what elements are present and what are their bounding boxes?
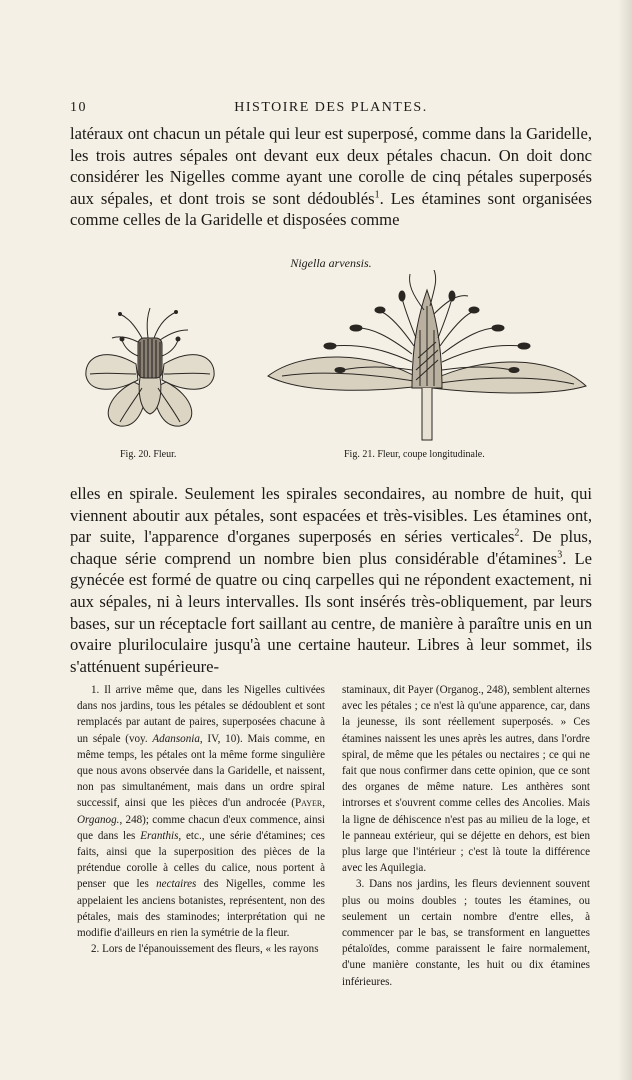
- figure-title: Nigella arvensis.: [290, 256, 372, 270]
- footnote-ref-2[interactable]: 2: [514, 527, 520, 539]
- footnote-ref-3[interactable]: 3: [557, 549, 563, 561]
- footnote-1-payer: Payer: [295, 797, 323, 810]
- footnote-1-nectaires: nectaires: [156, 878, 197, 891]
- footnote-1-text: , 248); comme chacun d'eux commence, ainsi que dans les: [77, 813, 325, 842]
- footnote-ref-1[interactable]: 1: [374, 189, 380, 201]
- footnote-2-tail: staminaux, dit Payer (Organog., 248), semblent alternes avec les pétales ; ce n'est là qu'une apparence, car, dans la jeunesse, ils sont réellement superposés. » Ces étamines naissent les unes après les autres, dans l'ordre spiral, de même que les pétales ou nectaires ; ce qui ne fait que nous confirmer dans cette opinion, que ce sont des organes de même nature. Les anthères sont introrses et s'ouvrent comme celles des Ancolies. Mais la ligne de déhiscence n'est pas au milieu de la loge, et le panneau extérieur, qui se déjette en dehors, est bien plus large que l'intérieur ; c'est là toute la différence avec les Aquilegia.: [342, 684, 590, 875]
- paragraph-1-text-after: . Les étamines sont organisées comme celles de la Garidelle et disposées comme: [70, 188, 592, 230]
- fig20-flower-icon: [76, 306, 224, 434]
- footnote-1-adansonia: Adansonia: [152, 732, 200, 745]
- paragraph-2-part1: elles en spirale. Seulement les spirales secondaires, au nombre de huit, qui viennent aboutir aux pétales, sont espacées et très-visibles. Les étamines ont, par suite, l'apparence d'organes superposés en séries verticales: [70, 484, 592, 547]
- paragraph-2-part3: . Le gynécée est formé de quatre ou cinq carpelles qui ne répondent exactement, ni aux sépales, ni à leurs intervalles. Ils sont insérés très-obliquement, par leurs bases, sur un réceptacle fort saillant au centre, de manière à paraître unis en un ovaire pluriloculaire jusqu'à une certaine hauteur. Libres à leur sommet, ils s'atténuent supérieure-: [70, 548, 592, 676]
- footnote-2-head: 2. Lors de l'épanouissement des fleurs, « les rayons: [91, 943, 319, 956]
- footnote-1-text: , etc., une série d'étamines; ces faits, ainsi que la superposition des pièces de la prétendue corolle à celles du calice, nous portent à penser que les: [77, 829, 325, 891]
- page-edge-shadow: [618, 0, 632, 1080]
- page-number: 10: [70, 100, 87, 115]
- footnote-1-text: des Nigelles, comme les appelaient les anciens botanistes, représentent, non des pétales, mais des staminodes; interprétation qui ne modifie d'ailleurs en rien la symétrie de la fleur.: [77, 878, 325, 940]
- paragraph-1-text: latéraux ont chacun un pétale qui leur est superposé, comme dans la Garidelle, les trois autres sépales ont devant eux deux pétales chacun. On doit donc considérer les Nigelles comme ayant une corolle de cinq pétales superposés aux sépales, et dont trois se sont dédoublés: [70, 124, 592, 208]
- fig20-caption: Fig. 20. Fleur.: [120, 449, 177, 460]
- running-head: [70, 100, 592, 120]
- running-title: HISTOIRE DES PLANTES.: [234, 100, 428, 115]
- paragraph-2-part2: . De plus, chaque série comprend un nombre bien plus considérable d'étamines: [70, 527, 593, 568]
- footnote-1-eranthis: Eranthis: [140, 829, 179, 842]
- paragraph-1: [70, 123, 592, 231]
- footnote-1-text: , IV, 10). Mais comme, en même temps, les pétales ont la même forme singulière que nous avons observée dans la Garidelle, et naissent, non pas simultanément, mais dans un ordre spiral successif, ainsi que les pièces d'un androcée (: [77, 732, 325, 810]
- footnote-1-text: 1. Il arrive même que, dans les Nigelles cultivées dans nos jardins, tous les pétales se dédoublent et sont remplacés par autant de paires, superposées chacune à un sépale (voy.: [77, 684, 325, 745]
- footnote-1: 1. Il arrive même que, dans les Nigelles cultivées dans nos jardins, tous les pétales se dédoublent et sont remplacés par autant de paires, superposées chacune à un sépale (voy. Adansonia, IV, 10). Mais comme, en même temps, les pétales ont la même forme singulière que nous avons observée dans la Garidelle, et naissent, non pas simultanément, mais dans un ordre spiral successif, ainsi que les pièces d'un androcée (Payer, Organog., 248); comme chacun d'eux commence, ainsi que dans les Eranthis, etc., une série d'étamines; ces faits, ainsi que la superposition des pièces de la prétendue corolle à celles du calice, nous portent à penser que les nectaires des Nigelles, comme les appelaient les anciens botanistes, représentent, non des pétales, mais des staminodes; interprétation qui ne modifie d'ailleurs en rien la symétrie de la fleur.: [77, 684, 325, 940]
- footnote-3: 3. Dans nos jardins, les fleurs deviennent souvent plus ou moins doubles ; toutes les étamines, ou seulement un certain nombre d'entre elles, à commencer par le bas, se transforment en languettes pétaloïdes, comme paraissent le faire normalement, d'une manière constante, les huit ou dix étamines inférieures.: [342, 878, 590, 988]
- footnote-1-organog: Organog.: [77, 813, 120, 826]
- footnotes-right-column: [342, 682, 590, 990]
- footnotes-left-column: [77, 682, 325, 957]
- fig21-flower-section-icon: [262, 270, 592, 446]
- paragraph-2: [70, 483, 592, 677]
- fig21-caption: Fig. 21. Fleur, coupe longitudinale.: [344, 449, 485, 460]
